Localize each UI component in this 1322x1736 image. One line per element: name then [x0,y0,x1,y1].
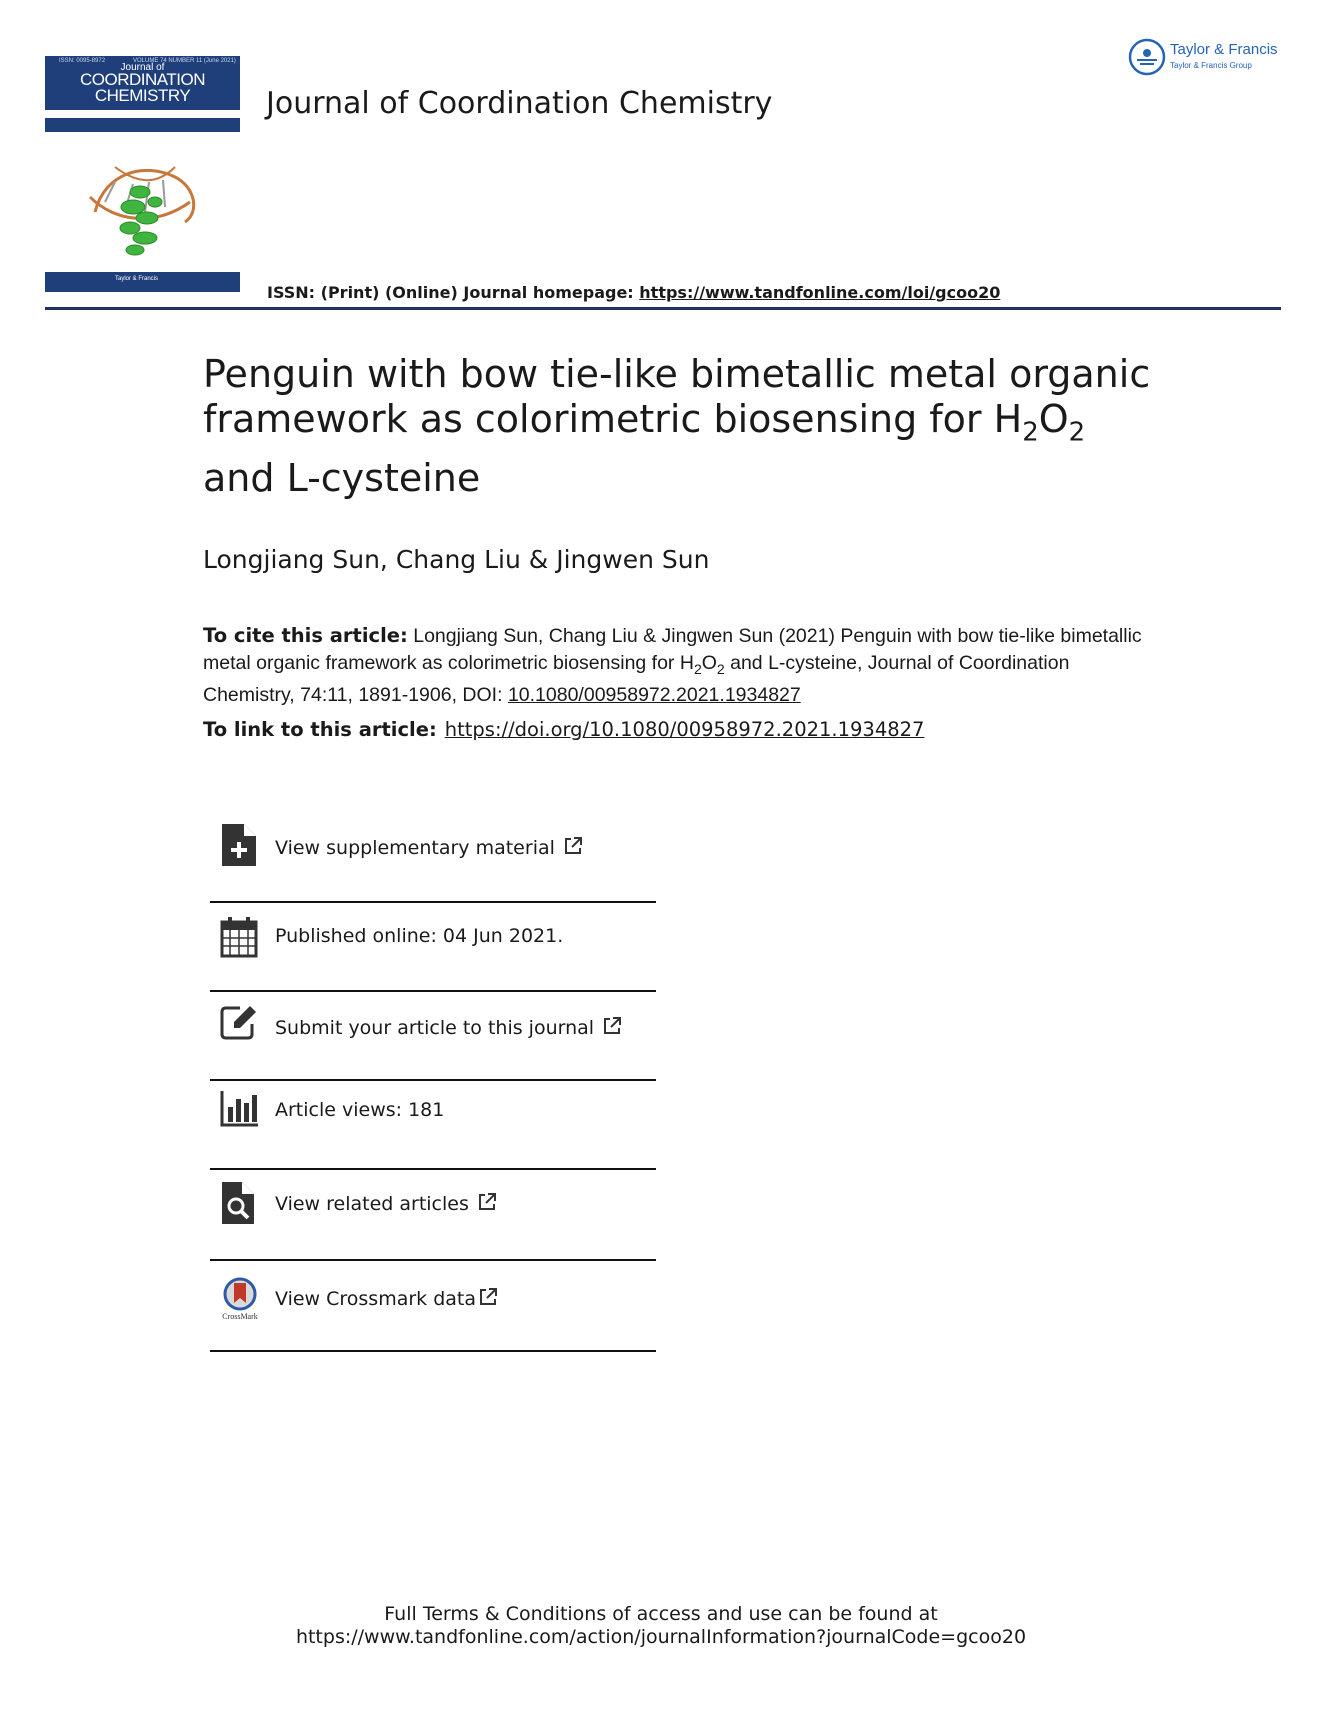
footer-terms: Full Terms & Conditions of access and use can be found at [384,1603,938,1625]
article-views-count: Article views: 181 [275,1099,445,1121]
cover-journal-of: Journal of [120,62,165,73]
edit-icon [220,1004,260,1048]
article-link-line [203,718,924,741]
citation-label: To cite this article: [203,624,408,647]
publisher-name: Taylor & Francis [1170,41,1278,58]
authors: Longjiang Sun, Chang Liu & Jingwen Sun [203,545,710,574]
issn-homepage-line [267,283,1000,302]
cover-editor-band [45,118,240,132]
cover-volume: VOLUME 74 NUMBER 11 (June 2021) [133,58,236,64]
molecule-illustration [85,152,205,262]
article-title: Penguin with bow tie-like bimetallic metal organic framework as colorimetric biosensing for $H_2O_2$ and L-cysteine [203,352,1151,500]
submit-article-link[interactable]: Submit your article to this journal [275,1016,622,1039]
publisher-group: Taylor & Francis Group [1170,61,1252,70]
link-label: To link to this article: [203,718,437,741]
cover-title-band [45,56,240,110]
external-link-icon [477,1192,497,1212]
external-link-icon [563,836,583,856]
footer-terms-url[interactable]: https://www.tandfonline.com/action/journalInformation?journalCode=gcoo20 [295,1626,1027,1648]
divider [210,1079,656,1081]
journal-homepage-link[interactable]: https://www.tandfonline.com/loi/gcoo20 [639,283,1001,302]
cover-title: COORDINATION CHEMISTRY [80,70,205,105]
journal-cover-image [45,56,240,292]
bar-chart-icon [220,1091,260,1135]
journal-title: Journal of Coordination Chemistry [266,86,773,121]
divider [210,1350,656,1352]
doi-link[interactable]: 10.1080/00958972.2021.1934827 [507,683,801,706]
article-doi-url[interactable]: https://doi.org/10.1080/00958972.2021.1934827 [444,718,925,741]
svg-text:CrossMark: CrossMark [222,1312,258,1321]
external-link-icon [478,1287,498,1307]
divider [210,1168,656,1170]
external-link-icon [602,1016,622,1036]
supplementary-material-link[interactable]: View supplementary material [275,836,583,859]
divider [210,990,656,992]
header-divider [45,307,1281,310]
related-articles-link[interactable]: View related articles [275,1192,497,1215]
citation: To cite this article: Longjiang Sun, Chang Liu & Jingwen Sun (2021) Penguin with bow tie-like bimetallic metal organic framework as colorimetric biosensing for $H_2O_2$ and L-cysteine, Journal of Coordination Chemistry, 74:11, 1891-1906, DOI: 10.1080/00958972.2021.1934827 [203,624,1142,706]
crossmark-icon [220,1277,260,1321]
divider [210,901,656,903]
file-plus-icon [220,824,260,868]
issn-text: ISSN: (Print) (Online) Journal homepage: [267,283,640,302]
published-online-date: Published online: 04 Jun 2021. [275,925,564,947]
cover-publisher-band [45,272,240,292]
crossmark-link[interactable]: View Crossmark data [275,1287,498,1310]
file-search-icon [220,1182,260,1226]
calendar-icon [220,917,260,961]
publisher-logo-icon [1128,38,1166,76]
divider [210,1259,656,1261]
footer [0,1603,1322,1649]
cover-publisher: Taylor & Francis [115,276,159,282]
cover-issn: ISSN: 0095-8972 [59,58,106,64]
publisher-logo[interactable] [1128,36,1288,80]
